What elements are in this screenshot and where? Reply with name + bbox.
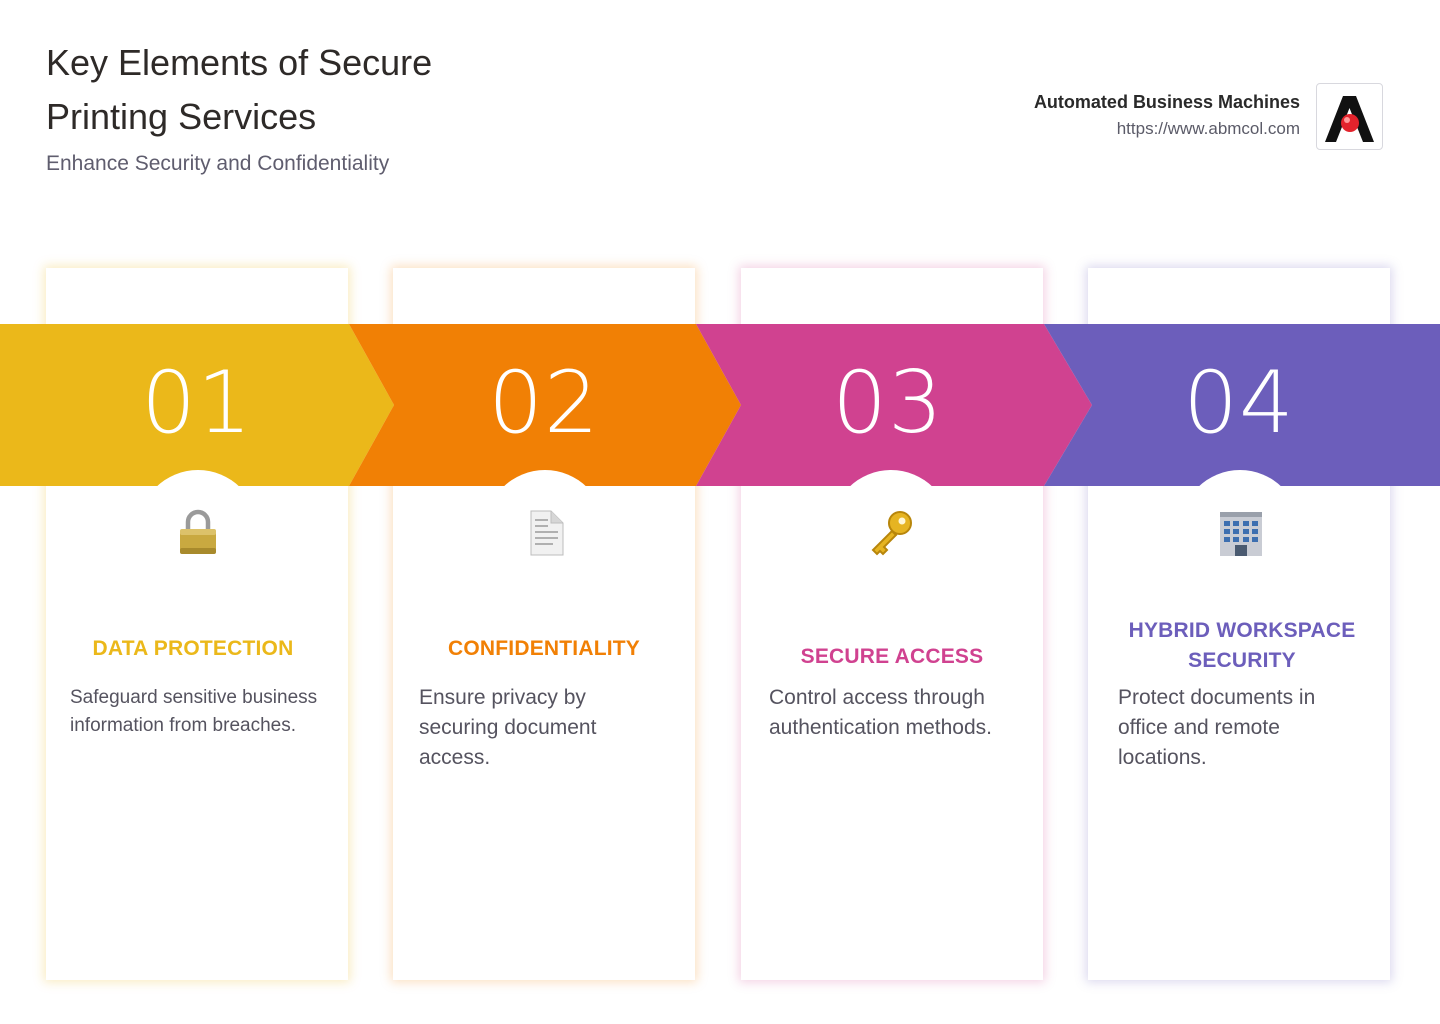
- step-title-1: DATA PROTECTION: [92, 637, 294, 660]
- brand-url[interactable]: https://www.abmcol.com: [1116, 119, 1300, 138]
- document-icon: [515, 508, 575, 564]
- brand-block: [1034, 88, 1300, 142]
- step-number-2: 02: [488, 353, 600, 453]
- brand-logo: [1316, 83, 1383, 150]
- page-subtitle: Enhance Security and Confidentiality: [46, 152, 390, 175]
- step-title-3: SECURE ACCESS: [800, 645, 984, 668]
- step-description-3: Control access through authentication methods.: [769, 686, 992, 739]
- step-description-2: Ensure privacy by securing document access.: [419, 686, 597, 769]
- step-description-4: Protect documents in office and remote locations.: [1118, 686, 1316, 769]
- page-title: Key Elements of Secure Printing Services: [46, 42, 433, 137]
- step-number-1: 01: [141, 353, 253, 453]
- brand-name: Automated Business Machines: [1033, 92, 1300, 112]
- step-title-2: CONFIDENTIALITY: [448, 637, 640, 660]
- padlock-icon: [168, 508, 228, 564]
- step-title-4: HYBRID WORKSPACE SECURITY: [1128, 619, 1356, 672]
- abm-logo-icon: [1317, 84, 1382, 149]
- step-description-1: Safeguard sensitive business information from breaches.: [70, 687, 318, 736]
- office-building-icon: [1211, 508, 1271, 564]
- step-number-4: 04: [1183, 353, 1295, 453]
- key-icon: [860, 508, 920, 564]
- step-number-3: 03: [832, 353, 944, 453]
